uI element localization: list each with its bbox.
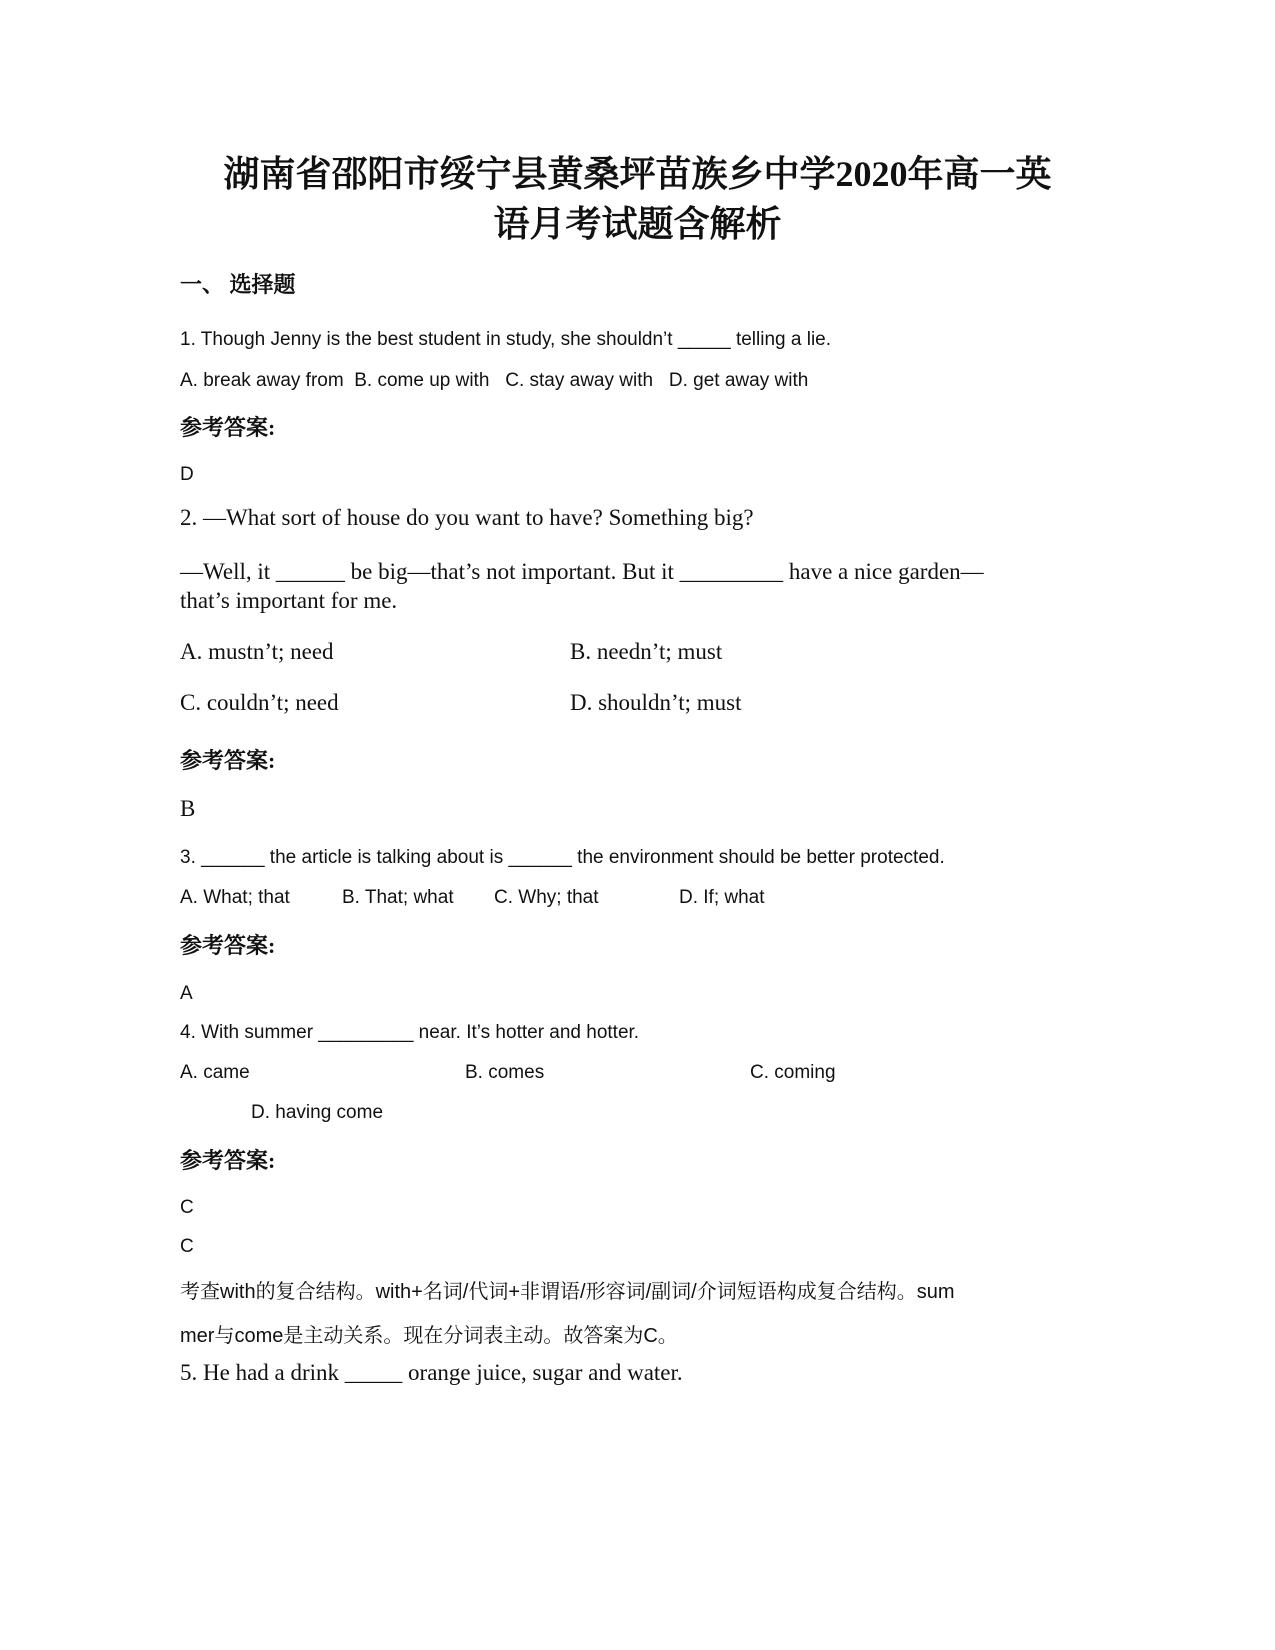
q4-analysis-line1: 考查with的复合结构。with+名词/代词+非谓语/形容词/副词/介词短语构成复合结构。sum — [180, 1281, 955, 1303]
q4-option-b: B. comes — [465, 1062, 545, 1083]
q2-answer-label: 参考答案: — [180, 748, 276, 773]
q3-answer-label: 参考答案: — [180, 933, 276, 958]
q3-option-b: B. That; what — [342, 887, 454, 908]
q1-answer-label: 参考答案: — [180, 415, 276, 440]
section-heading: 一、 选择题 — [180, 272, 296, 297]
q4-option-d: D. having come — [251, 1102, 384, 1123]
q2-stem: 2. —What sort of house do you want to have? Something big? — [180, 505, 754, 530]
q4-option-a: A. came — [180, 1062, 250, 1083]
q3-option-d: D. If; what — [679, 887, 765, 908]
q2-answer: B — [180, 796, 196, 821]
q4-option-c: C. coming — [750, 1062, 836, 1083]
q3-stem: 3. ______ the article is talking about is ______ the environment should be better protected. — [180, 847, 945, 868]
q4-answer-repeat: C — [180, 1236, 194, 1257]
q1-answer: D — [180, 464, 194, 485]
document-title-line1: 湖南省邵阳市绥宁县黄桑坪苗族乡中学2020年高一英 — [223, 154, 1052, 194]
q1-options: A. break away from B. come up with C. stay away with D. get away with — [180, 370, 809, 391]
q5-stem: 5. He had a drink _____ orange juice, sugar and water. — [180, 1360, 683, 1385]
q2-option-a: A. mustn’t; need — [180, 639, 334, 664]
q4-answer-label: 参考答案: — [180, 1148, 276, 1173]
q2-option-b: B. needn’t; must — [570, 639, 723, 664]
q2-line2: —Well, it ______ be big—that’s not important. But it _________ have a nice garden— — [180, 559, 984, 584]
q1-stem: 1. Though Jenny is the best student in study, she shouldn’t _____ telling a lie. — [180, 329, 832, 350]
q4-answer: C — [180, 1197, 194, 1218]
q3-answer: A — [180, 983, 193, 1004]
q3-option-a: A. What; that — [180, 887, 290, 908]
document-title-line2: 语月考试题含解析 — [493, 204, 782, 244]
q4-analysis-line2: mer与come是主动关系。现在分词表主动。故答案为C。 — [180, 1325, 678, 1347]
q2-line3: that’s important for me. — [180, 588, 398, 613]
q3-option-c: C. Why; that — [494, 887, 599, 908]
q2-option-c: C. couldn’t; need — [180, 690, 339, 715]
q4-stem: 4. With summer _________ near. It’s hotter and hotter. — [180, 1022, 640, 1043]
q2-option-d: D. shouldn’t; must — [570, 690, 742, 715]
